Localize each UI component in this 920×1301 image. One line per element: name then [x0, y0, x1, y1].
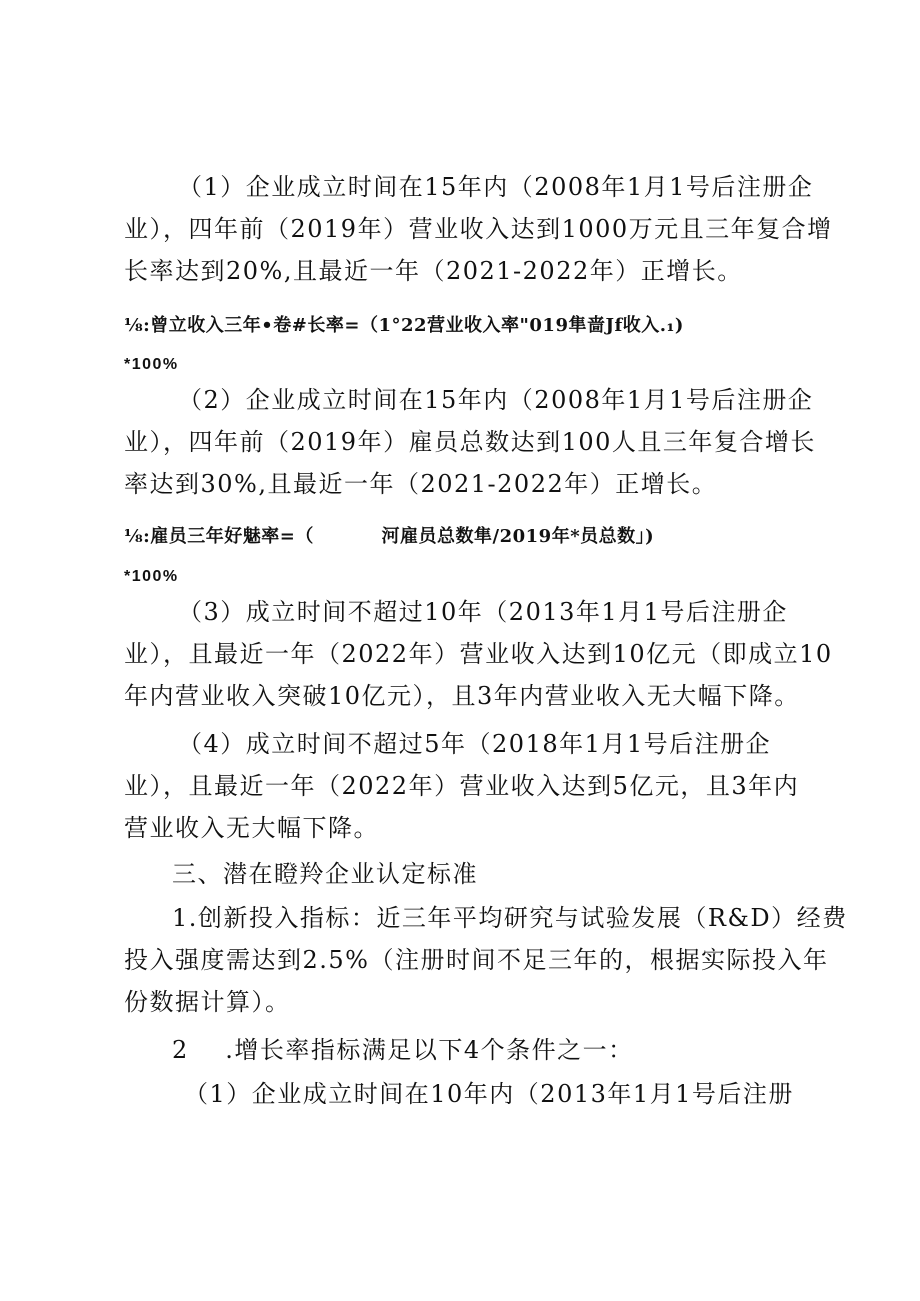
- criterion-3-line-3: 年内营业收入突破10亿元），且3年内营业收入无大幅下降。: [124, 682, 800, 710]
- formula-1-tail: *100%: [124, 356, 179, 373]
- criterion-2-line-2: 业），四年前（2019年）雇员总数达到100人且三年复合增长: [124, 428, 816, 456]
- section-heading: 三、潜在瞪羚企业认定标准: [172, 860, 478, 888]
- item-1-line-1: 1.创新投入指标：近三年平均研究与试验发展（R&D）经费: [172, 904, 848, 932]
- item-1-line-3: 份数据计算）。: [124, 988, 291, 1016]
- criterion-2-line-3: 率达到30%,且最近一年（2021-2022年）正增长。: [124, 470, 718, 498]
- item-1-line-2: 投入强度需达到2.5%（注册时间不足三年的，根据实际投入年: [124, 946, 829, 974]
- formula-2: ⅛:雇员三年好魅率=（ 河雇员总数隼/2019年*员总数」): [124, 526, 655, 547]
- criterion-1-line-3: 长率达到20%,且最近一年（2021-2022年）正增长。: [124, 257, 743, 285]
- criterion-3-line-2: 业），且最近一年（2022年）营业收入达到10亿元（即成立10: [124, 640, 833, 668]
- criterion-1-line-2: 业），四年前（2019年）营业收入达到1000万元且三年复合增: [124, 215, 833, 243]
- sub-criterion-1-line-1: （1）企业成立时间在10年内（2013年1月1号后注册: [184, 1080, 794, 1108]
- criterion-4-line-2: 业），且最近一年（2022年）营业收入达到5亿元，且3年内: [124, 772, 800, 800]
- formula-2-tail: *100%: [124, 568, 179, 585]
- criterion-4-line-3: 营业收入无大幅下降。: [124, 814, 379, 842]
- item-2-line-1: 2 .增长率指标满足以下4个条件之一：: [172, 1036, 634, 1064]
- criterion-3-line-1: （3）成立时间不超过10年（2013年1月1号后注册企: [178, 598, 788, 626]
- criterion-1-line-1: （1）企业成立时间在15年内（2008年1月1号后注册企: [178, 173, 814, 201]
- criterion-4-line-1: （4）成立时间不超过5年（2018年1月1号后注册企: [178, 730, 772, 758]
- formula-1: ⅛:曾立收入三年•卷#长率=（1°22营业收入率"019隼啬Jf收入.₁): [124, 315, 684, 336]
- criterion-2-line-1: （2）企业成立时间在15年内（2008年1月1号后注册企: [178, 386, 814, 414]
